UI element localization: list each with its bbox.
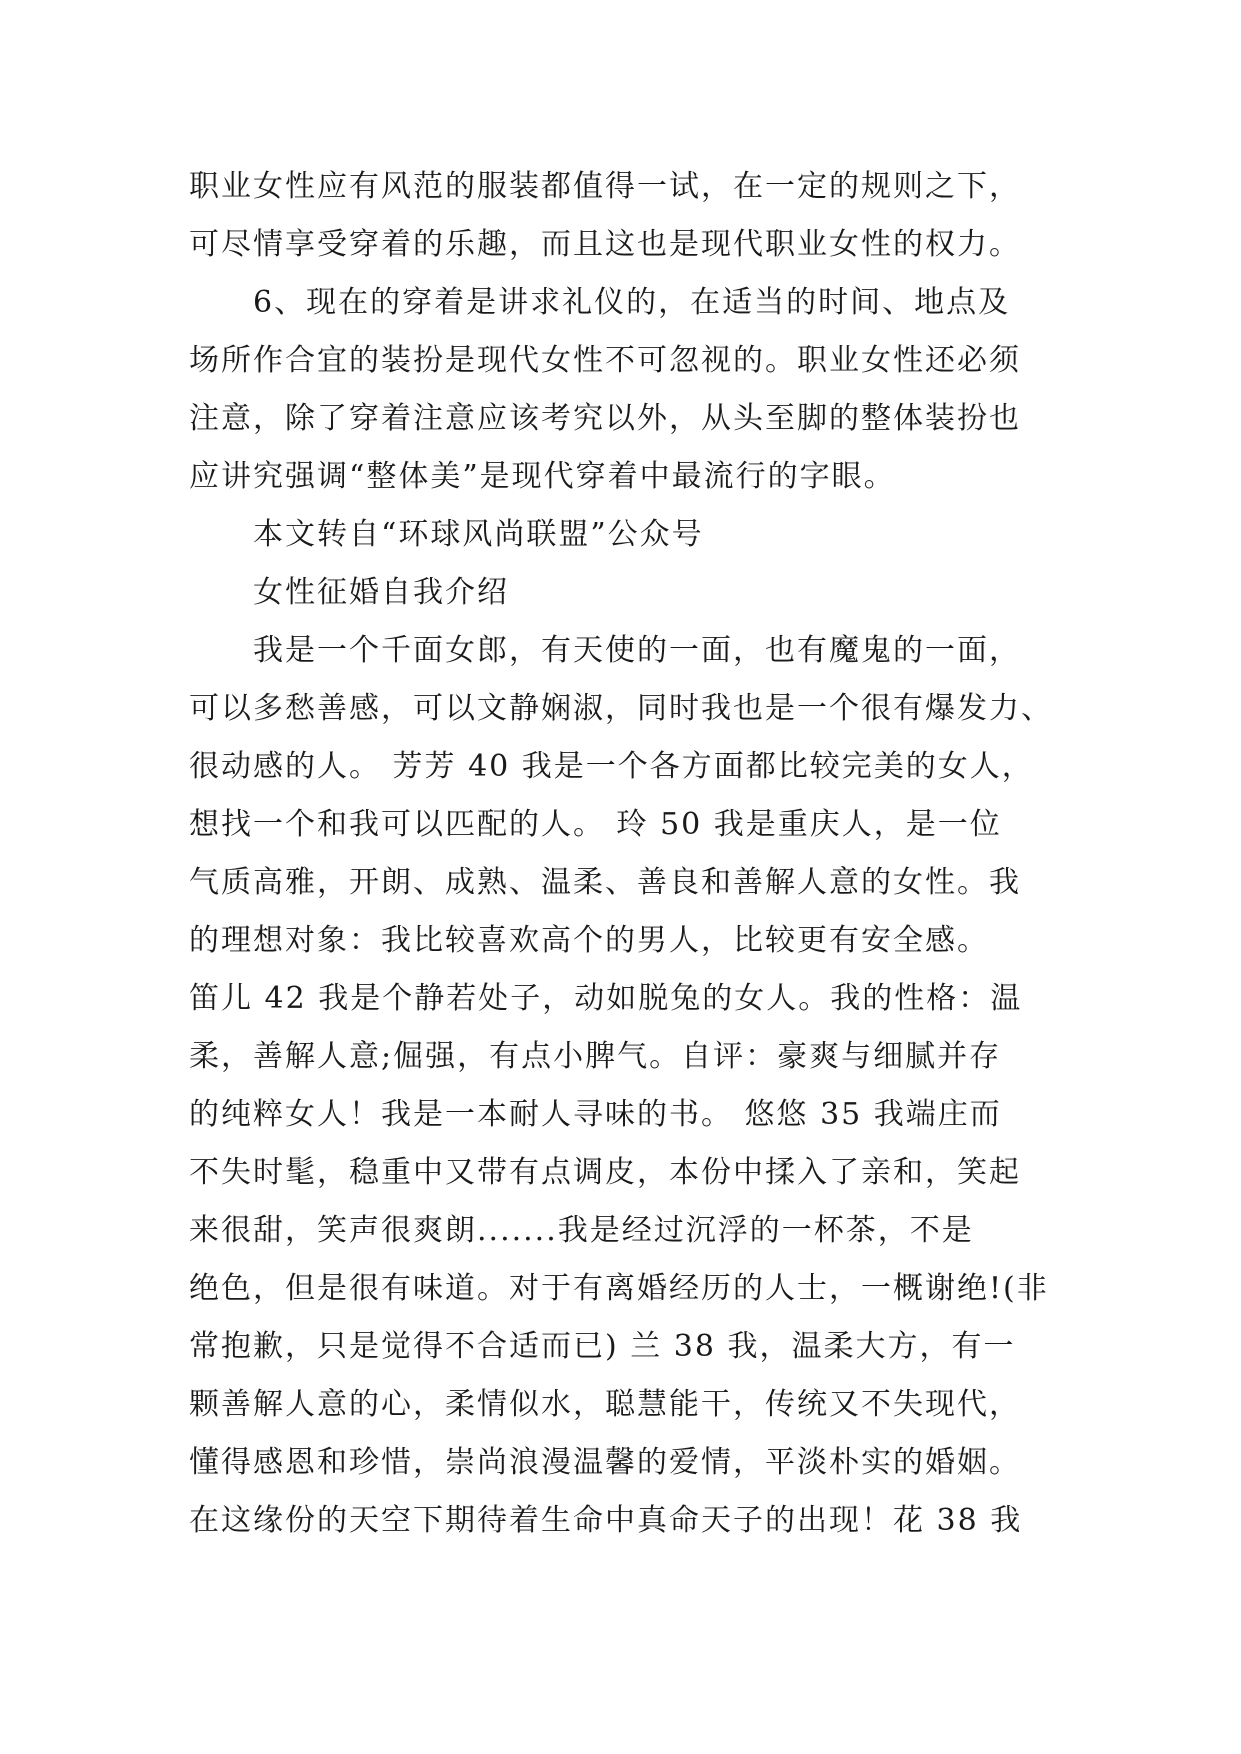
text-line: 6、现在的穿着是讲求礼仪的，在适当的时间、地点及 <box>253 285 1011 320</box>
text-line: 注意，除了穿着注意应该考究以外，从头至脚的整体装扮也 <box>189 401 1021 436</box>
text-line: 可以多愁善感，可以文静娴淑，同时我也是一个很有爆发力、 <box>189 691 1053 726</box>
text-line: 懂得感恩和珍惜，崇尚浪漫温馨的爱情，平淡朴实的婚姻。 <box>189 1445 1021 1480</box>
text-line: 柔，善解人意;倔强，有点小脾气。自评：豪爽与细腻并存 <box>189 1039 1002 1074</box>
text-line: 气质高雅，开朗、成熟、温柔、善良和善解人意的女性。我 <box>189 865 1021 900</box>
text-line: 可尽情享受穿着的乐趣，而且这也是现代职业女性的权力。 <box>189 227 1021 262</box>
text-line: 我是一个千面女郎，有天使的一面，也有魔鬼的一面， <box>253 633 1021 668</box>
text-line: 女性征婚自我介绍 <box>253 575 509 610</box>
text-line: 绝色，但是很有味道。对于有离婚经历的人士，一概谢绝!(非 <box>189 1271 1049 1306</box>
text-line: 的纯粹女人！我是一本耐人寻味的书。 悠悠 35 我端庄而 <box>189 1097 1002 1132</box>
text-line: 笛儿 42 我是个静若处子，动如脱兔的女人。我的性格：温 <box>189 981 1023 1016</box>
text-line: 不失时髦，稳重中又带有点调皮，本份中揉入了亲和，笑起 <box>189 1155 1021 1190</box>
text-line: 想找一个和我可以匹配的人。 玲 50 我是重庆人，是一位 <box>189 807 1002 842</box>
document-body <box>189 158 1069 1550</box>
text-line: 颗善解人意的心，柔情似水，聪慧能干，传统又不失现代， <box>189 1387 1021 1422</box>
text-line: 的理想对象：我比较喜欢高个的男人，比较更有安全感。 <box>189 923 989 958</box>
text-line: 在这缘份的天空下期待着生命中真命天子的出现！花 38 我 <box>189 1503 1023 1538</box>
text-line: 很动感的人。 芳芳 40 我是一个各方面都比较完美的女人， <box>189 749 1034 784</box>
text-line: 应讲究强调“整体美”是现代穿着中最流行的字眼。 <box>189 459 896 494</box>
text-line: 职业女性应有风范的服装都值得一试，在一定的规则之下， <box>189 169 1021 204</box>
text-line: 来很甜，笑声很爽朗.......我是经过沉浮的一杯茶，不是 <box>189 1213 974 1248</box>
text-line: 本文转自“环球风尚联盟”公众号 <box>253 517 704 552</box>
text-line: 场所作合宜的装扮是现代女性不可忽视的。职业女性还必须 <box>189 343 1021 378</box>
text-line: 常抱歉，只是觉得不合适而已) 兰 38 我，温柔大方，有一 <box>189 1329 1016 1364</box>
